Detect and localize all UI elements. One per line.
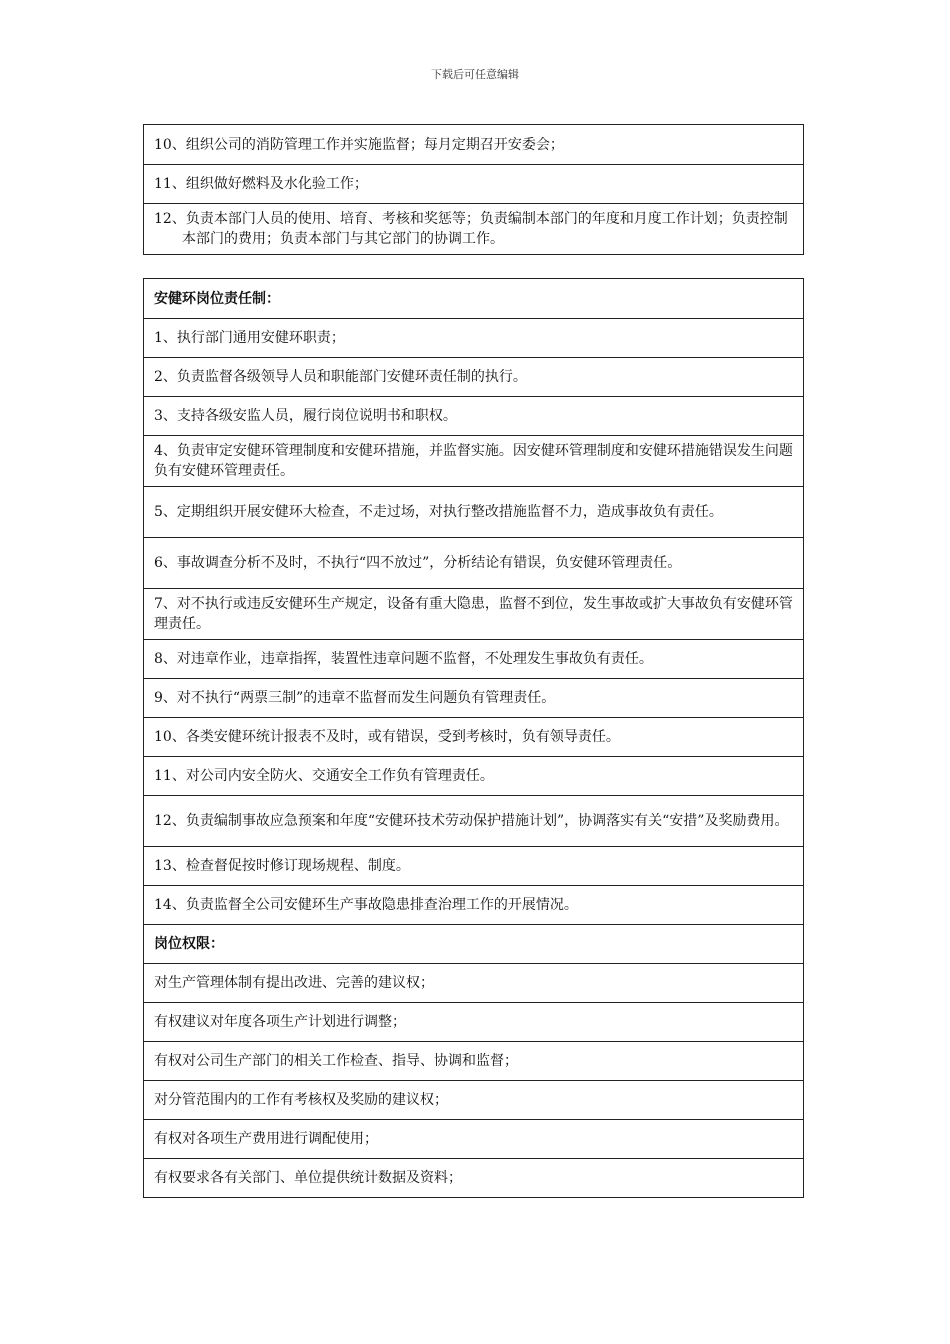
- table-row: [144, 1119, 803, 1158]
- table-row: [144, 318, 803, 357]
- table-row: [144, 678, 803, 717]
- responsibility-text: 4、负责审定安健环管理制度和安健环措施，并监督实施。因安健环管理制度和安健环措施错误发生问题负有安健环管理责任。: [154, 443, 793, 479]
- responsibility-table: [143, 278, 804, 1198]
- table-row: [144, 588, 803, 639]
- table-row: [144, 963, 803, 1002]
- table-row: [144, 435, 803, 486]
- responsibility-heading: 安健环岗位责任制：: [154, 290, 280, 307]
- responsibility-text: 8、对违章作业，违章指挥，装置性违章问题不监督，不处理发生事故负有责任。: [154, 651, 653, 667]
- authority-text: 有权对各项生产费用进行调配使用；: [154, 1131, 378, 1147]
- duty-text: 10、组织公司的消防管理工作并实施监督；每月定期召开安委会；: [154, 136, 564, 153]
- duty-text: 11、组织做好燃料及水化验工作；: [154, 176, 368, 192]
- table-row: [144, 1041, 803, 1080]
- responsibility-text: 1、执行部门通用安健环职责；: [154, 330, 345, 346]
- duty-text: 12、负责本部门人员的使用、培育、考核和奖惩等；负责编制本部门的年度和月度工作计划；负责控制本部门的费用；负责本部门与其它部门的协调工作。: [154, 211, 788, 247]
- responsibility-text: 5、定期组织开展安健环大检查，不走过场，对执行整改措施监督不力，造成事故负有责任。: [154, 504, 723, 520]
- table-row: [144, 795, 803, 846]
- table-row: [144, 486, 803, 537]
- responsibility-text: 14、负责监督全公司安健环生产事故隐患排查治理工作的开展情况。: [154, 897, 578, 913]
- authority-text: 有权对公司生产部门的相关工作检查、指导、协调和监督；: [154, 1053, 518, 1069]
- responsibility-text: 10、各类安健环统计报表不及时，或有错误，受到考核时，负有领导责任。: [154, 729, 620, 745]
- authority-text: 有权建议对年度各项生产计划进行调整；: [154, 1014, 406, 1030]
- responsibility-text: 3、支持各级安监人员，履行岗位说明书和职权。: [154, 408, 457, 424]
- table-row: [144, 1080, 803, 1119]
- page-header-note: 下载后可任意编辑: [431, 68, 519, 81]
- responsibility-text: 12、负责编制事故应急预案和年度“安健环技术劳动保护措施计划”，协调落实有关“安措”及奖励费用。: [154, 813, 789, 829]
- authority-heading: 岗位权限：: [144, 924, 803, 963]
- table-row: [144, 846, 803, 885]
- table-row: [144, 717, 803, 756]
- duties-table: [143, 124, 804, 255]
- authority-text: 有权要求各有关部门、单位提供统计数据及资料；: [154, 1170, 462, 1186]
- responsibility-text: 7、对不执行或违反安健环生产规定，设备有重大隐患，监督不到位，发生事故或扩大事故负有安健环管理责任。: [154, 596, 793, 632]
- table-row: [144, 885, 803, 924]
- responsibility-text: 2、负责监督各级领导人员和职能部门安健环责任制的执行。: [154, 369, 527, 385]
- table-row: [144, 639, 803, 678]
- responsibility-text: 11、对公司内安全防火、交通安全工作负有管理责任。: [154, 768, 494, 784]
- table-row: [144, 164, 803, 203]
- table-row: [144, 1002, 803, 1041]
- authority-text: 对分管范围内的工作有考核权及奖励的建议权；: [154, 1092, 448, 1108]
- table-row: [144, 537, 803, 588]
- responsibility-text: 13、检查督促按时修订现场规程、制度。: [154, 858, 410, 874]
- responsibility-text: 9、对不执行“两票三制”的违章不监督而发生问题负有管理责任。: [154, 690, 556, 706]
- table-row: [144, 357, 803, 396]
- table-row: [144, 125, 803, 164]
- table-row: [144, 203, 803, 254]
- table-row: [144, 396, 803, 435]
- authority-text: 对生产管理体制有提出改进、完善的建议权；: [154, 975, 434, 991]
- table-row: [144, 1158, 803, 1197]
- table-row: [144, 756, 803, 795]
- responsibility-text: 6、事故调查分析不及时，不执行“四不放过”，分析结论有错误，负安健环管理责任。: [154, 555, 682, 571]
